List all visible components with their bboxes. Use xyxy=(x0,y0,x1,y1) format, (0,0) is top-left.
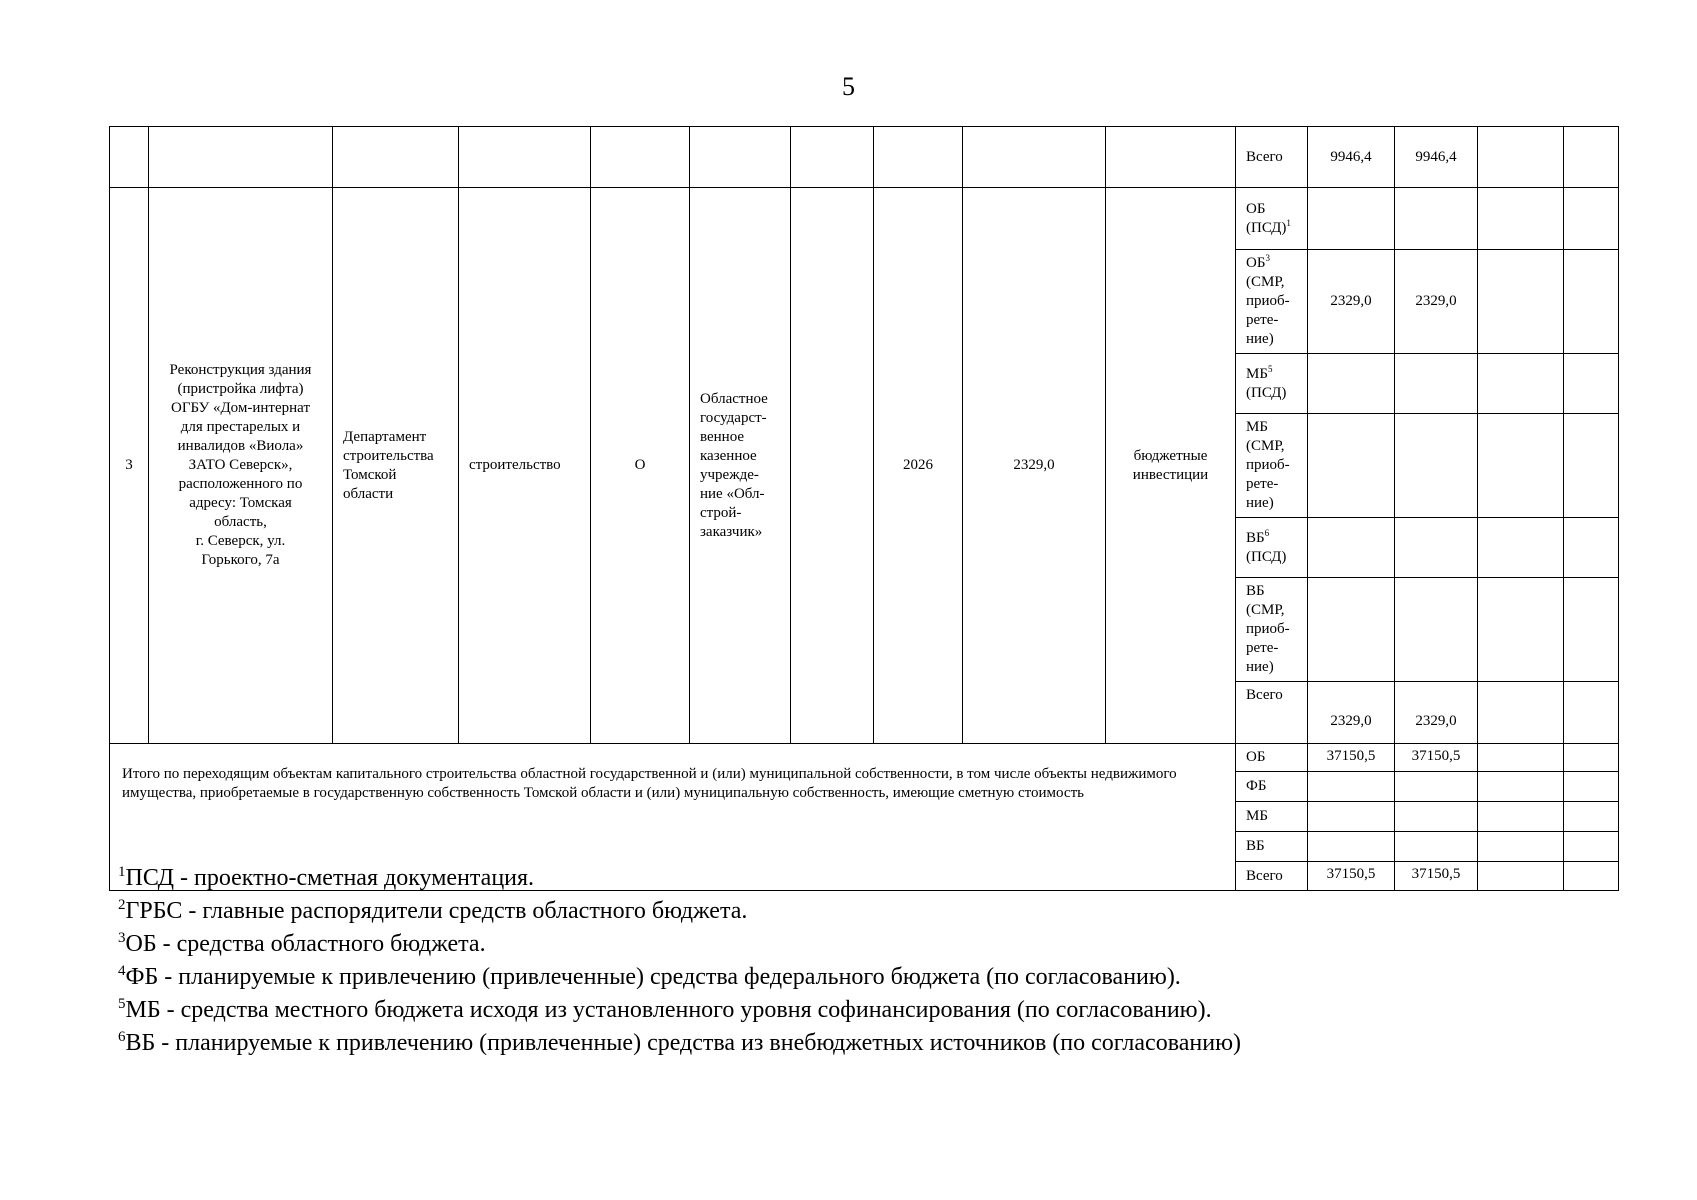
empty-cell xyxy=(1478,802,1564,832)
value-cell: 37150,5 xyxy=(1395,862,1478,891)
source-line: приоб- xyxy=(1246,457,1290,473)
value-cell: 9946,4 xyxy=(1395,127,1478,188)
empty-cell xyxy=(1564,578,1619,682)
text-line: государст- xyxy=(700,409,767,426)
value-cell: 2329,0 xyxy=(1308,682,1395,744)
text-line: Департамент xyxy=(343,428,427,445)
text-line: Томской xyxy=(343,466,397,483)
value-cell xyxy=(1308,802,1395,832)
footnote-ref: 5 xyxy=(1267,363,1273,374)
value-cell: 9946,4 xyxy=(1308,127,1395,188)
footnote-text: ГРБС - главные распорядители средств областного бюджета. xyxy=(125,898,748,924)
empty-cell xyxy=(1564,250,1619,354)
value-cell xyxy=(1308,832,1395,862)
footnote-number: 2 xyxy=(118,897,126,913)
empty-cell xyxy=(1478,354,1564,414)
source-label xyxy=(1236,414,1308,518)
footnote-ref: 3 xyxy=(1265,253,1270,263)
footnote-text: ФБ - планируемые к привлечению (привлеченные) средства федерального бюджета (по согласованию). xyxy=(125,964,1181,990)
source-line: рете- xyxy=(1246,476,1279,492)
footnote-text: ПСД - проектно-сметная документация. xyxy=(125,865,535,891)
source-line: МБ xyxy=(1246,365,1268,382)
page-number: 5 xyxy=(842,72,855,101)
empty-cell xyxy=(1478,578,1564,682)
text-line: ЗАТО Северск», xyxy=(188,457,293,473)
empty-cell xyxy=(1564,744,1619,772)
footnote xyxy=(118,928,1618,961)
text-line: ние «Обл- xyxy=(700,485,765,502)
source-line: ние) xyxy=(1246,331,1274,347)
value-cell: 37150,5 xyxy=(1395,744,1478,772)
value-cell: 2329,0 xyxy=(1308,250,1395,354)
text-line: ОГБУ «Дом-интернат xyxy=(170,400,310,416)
empty-cell xyxy=(1478,250,1564,354)
value-cell: 37150,5 xyxy=(1308,862,1395,891)
footnote-text: ВБ - планируемые к привлечению (привлеченные) средства из внебюджетных источников (по согласованию) xyxy=(125,1030,1241,1056)
footnote-ref: 6 xyxy=(1264,527,1270,538)
work-type: строительство xyxy=(459,188,591,744)
grbs-name xyxy=(333,188,459,744)
footnote-number: 1 xyxy=(118,864,126,880)
source-label xyxy=(1236,354,1308,414)
text-line: область, xyxy=(214,514,267,530)
value-cell xyxy=(1308,354,1395,414)
value-cell xyxy=(1395,518,1478,578)
total-description: Итого по переходящим объектам капитального строительства областной государственной и (или) муниципальной собственности, в том числе объекты недвижимого имущества, приобретаемые в государственную собственность Томской области и (или) муниципальную собственность, имеющие сметную стоимость xyxy=(110,744,1236,891)
empty-cell xyxy=(1564,772,1619,802)
text-line: инвалидов «Виола» xyxy=(177,438,304,454)
source-label: ВБ xyxy=(1236,832,1308,862)
source-label xyxy=(1236,518,1308,578)
empty-cell xyxy=(1478,518,1564,578)
text-line: Реконструкция здания xyxy=(169,362,312,378)
text-line: строительства xyxy=(343,447,434,464)
source-line: ОБ xyxy=(1246,255,1266,271)
empty-cell xyxy=(1564,832,1619,862)
source-label: ОБ xyxy=(1236,744,1308,772)
source-label xyxy=(1236,250,1308,354)
text-line: бюджетные xyxy=(1133,447,1208,464)
text-line: области xyxy=(343,485,394,502)
source-line: ОБ xyxy=(1246,200,1266,217)
source-label xyxy=(1236,188,1308,250)
source-line: (ПСД) xyxy=(1246,219,1287,236)
text-line: казенное xyxy=(700,447,757,464)
footnote-number: 6 xyxy=(118,1029,126,1045)
value-cell xyxy=(1395,578,1478,682)
value-cell xyxy=(1395,802,1478,832)
empty-cell xyxy=(1478,188,1564,250)
table-row-top xyxy=(110,127,1619,188)
object-code: О xyxy=(591,188,690,744)
total-row xyxy=(110,744,1619,772)
source-line: рете- xyxy=(1246,640,1279,656)
empty-cell xyxy=(1478,414,1564,518)
footnote-ref: 1 xyxy=(1286,217,1291,228)
text-line: расположенного по xyxy=(178,476,303,492)
source-line: Всего xyxy=(1246,687,1283,703)
empty-cell xyxy=(1564,518,1619,578)
empty-cell xyxy=(1564,682,1619,744)
value-cell xyxy=(1308,414,1395,518)
text-line: адресу: Томская xyxy=(189,495,292,511)
text-line: венное xyxy=(700,428,745,445)
year-cell: 2026 xyxy=(874,188,963,744)
empty-cell xyxy=(1478,682,1564,744)
investment-table xyxy=(109,126,1619,891)
empty-cell xyxy=(1478,744,1564,772)
value-cell xyxy=(1308,188,1395,250)
source-label: ФБ xyxy=(1236,772,1308,802)
footnote xyxy=(118,1027,1618,1060)
value-cell xyxy=(1308,772,1395,802)
value-cell xyxy=(1308,578,1395,682)
empty-cell xyxy=(1564,802,1619,832)
source-line: МБ xyxy=(1246,419,1268,435)
source-line: ние) xyxy=(1246,659,1274,675)
source-line: (ПСД) xyxy=(1246,548,1287,565)
value-cell xyxy=(1308,518,1395,578)
text-line: Горького, 7а xyxy=(201,552,280,568)
value-cell xyxy=(1395,188,1478,250)
text-line: строй- xyxy=(700,504,742,521)
empty-cell xyxy=(1478,772,1564,802)
source-line: приоб- xyxy=(1246,293,1290,309)
value-cell: 2329,0 xyxy=(1395,682,1478,744)
source-line: (СМР, xyxy=(1246,602,1285,618)
source-line: ВБ xyxy=(1246,529,1265,546)
source-line: (ПСД) xyxy=(1246,384,1287,401)
cost-cell: 2329,0 xyxy=(963,188,1106,744)
text-line: для престарелых и xyxy=(180,419,301,435)
value-cell xyxy=(1395,354,1478,414)
object-name xyxy=(149,188,333,744)
footnote xyxy=(118,994,1618,1027)
empty-cell xyxy=(1564,414,1619,518)
footnote-number: 5 xyxy=(118,996,126,1012)
empty-cell xyxy=(791,188,874,744)
source-label xyxy=(1236,578,1308,682)
value-cell xyxy=(1395,414,1478,518)
footnote-number: 3 xyxy=(118,930,126,946)
source-label: Всего xyxy=(1236,127,1308,188)
footnote xyxy=(118,895,1618,928)
footnote-text: МБ - средства местного бюджета исходя из установленного уровня софинансирования (по согласованию). xyxy=(125,997,1212,1023)
table-row xyxy=(110,188,1619,250)
text-line: (пристройка лифта) xyxy=(177,381,304,397)
footnote xyxy=(118,961,1618,994)
investment-form xyxy=(1106,188,1236,744)
text-line: заказчик» xyxy=(700,523,763,540)
empty-cell xyxy=(1564,188,1619,250)
text-line: учрежде- xyxy=(700,466,759,483)
source-label xyxy=(1236,682,1308,744)
text-line: г. Северск, ул. xyxy=(195,533,286,549)
source-label: МБ xyxy=(1236,802,1308,832)
footnote-number: 4 xyxy=(118,963,126,979)
value-cell: 2329,0 xyxy=(1395,250,1478,354)
text-line: Областное xyxy=(700,390,768,407)
value-cell xyxy=(1395,772,1478,802)
source-line: ние) xyxy=(1246,495,1274,511)
value-cell xyxy=(1395,832,1478,862)
empty-cell xyxy=(1564,354,1619,414)
source-line: приоб- xyxy=(1246,621,1290,637)
source-line: (СМР, xyxy=(1246,274,1285,290)
text-line: инвестиции xyxy=(1132,466,1209,483)
customer-name xyxy=(690,188,791,744)
source-line: рете- xyxy=(1246,312,1279,328)
source-line: (СМР, xyxy=(1246,438,1285,454)
value-cell: 37150,5 xyxy=(1308,744,1395,772)
footnotes xyxy=(118,862,1618,1060)
source-line: ВБ xyxy=(1246,583,1265,599)
source-label: Всего xyxy=(1236,862,1308,891)
empty-cell xyxy=(1478,832,1564,862)
footnote xyxy=(118,862,1618,895)
object-number: 3 xyxy=(110,188,149,744)
footnote-text: ОБ - средства областного бюджета. xyxy=(125,931,486,957)
